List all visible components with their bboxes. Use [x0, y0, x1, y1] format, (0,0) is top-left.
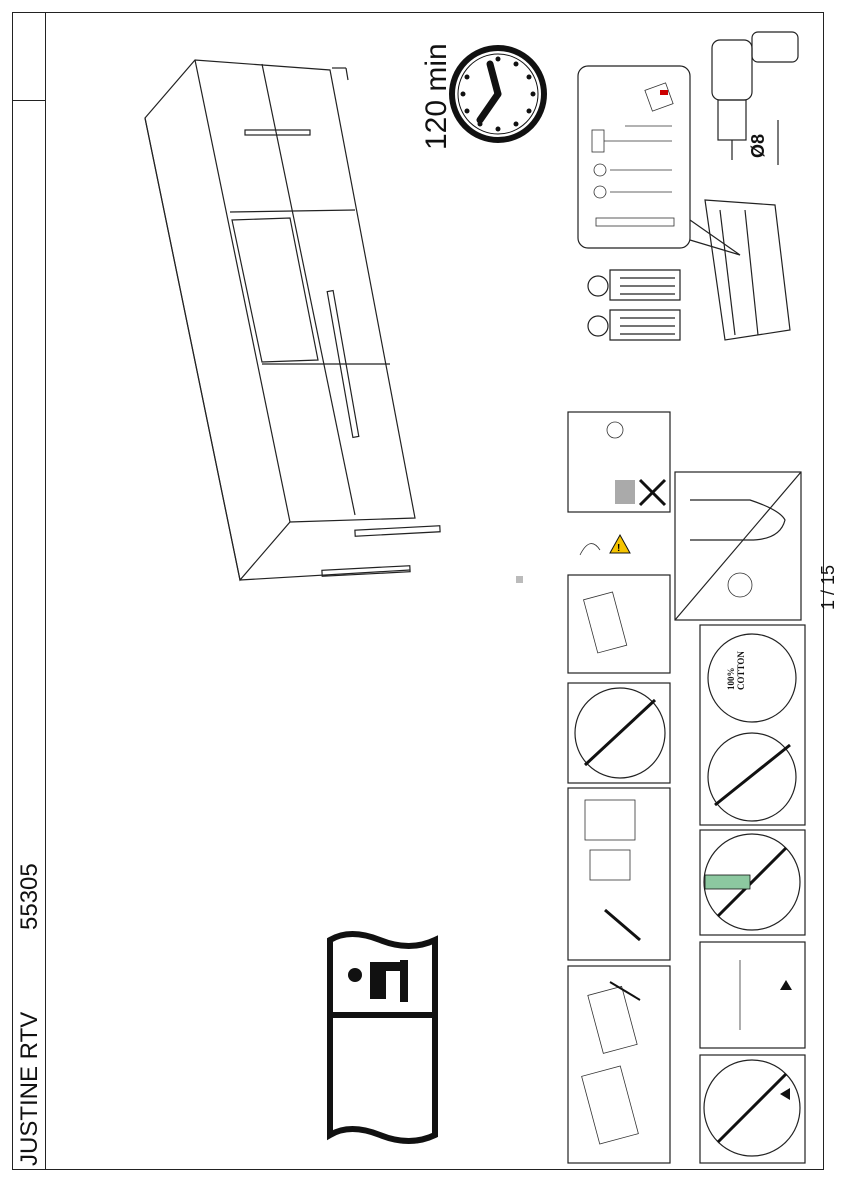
clock-icon	[452, 48, 544, 140]
warning-panels-right	[675, 472, 805, 1163]
parts-box-icon	[705, 200, 790, 340]
warning-panels-left	[568, 412, 670, 1163]
tools-panel	[578, 66, 740, 255]
cabinet-drawing	[145, 60, 440, 580]
product-code: 55305	[16, 863, 43, 930]
product-name: JUSTINE RTV	[16, 1011, 43, 1166]
drill-icon	[712, 32, 798, 165]
info-book-icon	[330, 934, 435, 1141]
small-square-mark	[516, 576, 523, 583]
svg-text:!: !	[617, 543, 621, 554]
assembly-time: 120 min	[420, 43, 453, 150]
two-persons-icon	[588, 270, 680, 340]
cotton-label: 100% COTTON	[726, 651, 746, 690]
drill-diameter: Ø8	[748, 133, 768, 158]
page-number: 1 / 15	[818, 564, 838, 610]
